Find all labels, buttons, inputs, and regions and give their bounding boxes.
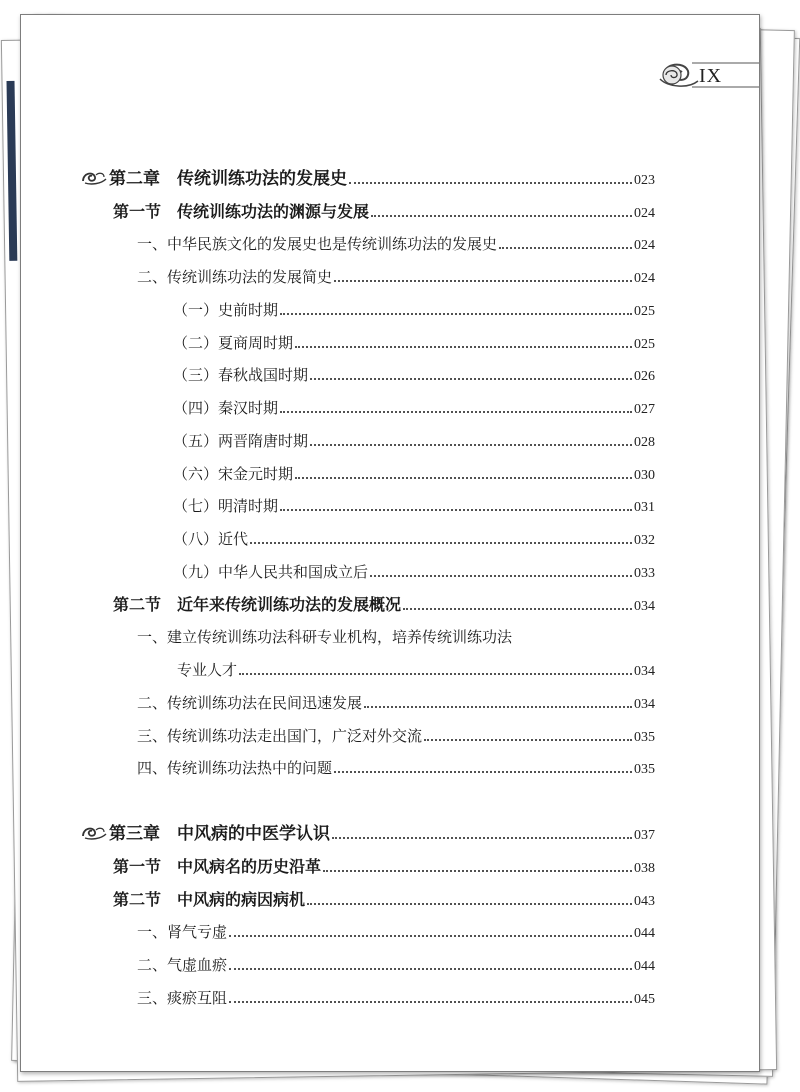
toc-entry-sub[interactable] (173, 492, 655, 516)
toc-entry-page-number: 038 (634, 861, 655, 876)
toc-entry-label: 一、肾气亏虚 (137, 923, 228, 941)
dot-leader (349, 181, 632, 184)
toc-entry-item[interactable] (137, 918, 655, 942)
dot-leader (280, 410, 632, 413)
toc-entry-page-number: 026 (634, 369, 655, 384)
dot-leader (332, 836, 632, 839)
toc-entry-item[interactable] (137, 263, 655, 287)
toc-entry-label: （八）近代 (173, 530, 249, 548)
dot-leader (229, 934, 632, 937)
toc-entry-page-number: 024 (634, 206, 655, 221)
toc-entry-page-number: 035 (634, 730, 655, 745)
book-page (20, 14, 760, 1072)
toc-entry-label-line2: 专业人才 (177, 661, 238, 679)
toc-entry-page-number: 035 (634, 762, 655, 777)
toc-entry-page-number: 034 (634, 664, 655, 679)
toc-entry-chapter[interactable] (109, 820, 655, 844)
toc-entry-page-number: 030 (634, 468, 655, 483)
dot-leader (334, 279, 632, 282)
dot-leader (371, 214, 632, 217)
dot-leader (310, 377, 632, 380)
toc-entry-sub[interactable] (173, 329, 655, 353)
toc-entry-section[interactable] (113, 886, 655, 910)
toc-entry-page-number: 044 (634, 959, 655, 974)
toc-entry-page-number: 034 (634, 697, 655, 712)
toc-entry-sub[interactable] (173, 361, 655, 385)
toc-entry-item[interactable] (137, 722, 655, 746)
toc-entry-label: 第一节 中风病名的历史沿革 (113, 857, 322, 876)
toc-entry-label: 第二节 中风病的病因病机 (113, 890, 306, 909)
toc-entry-page-number: 028 (634, 435, 655, 450)
dot-leader (239, 672, 632, 675)
toc-entry-sub[interactable] (173, 558, 655, 582)
toc-entry-sub[interactable] (173, 427, 655, 451)
toc-entry-label: （二）夏商周时期 (173, 334, 294, 352)
toc-entry-item-wrap[interactable] (177, 656, 655, 680)
toc-entry-item[interactable] (137, 230, 655, 254)
toc-entry-page-number: 025 (634, 337, 655, 352)
toc-entry-label: 二、气虚血瘀 (137, 956, 228, 974)
toc-entry-page-number: 025 (634, 304, 655, 319)
toc-entry-label: （三）春秋战国时期 (173, 366, 309, 384)
dot-leader (307, 902, 632, 905)
dot-leader (229, 1000, 632, 1003)
toc-entry-sub[interactable] (173, 394, 655, 418)
toc-entry-page-number: 034 (634, 599, 655, 614)
toc-entry-page-number: 044 (634, 926, 655, 941)
cloud-swirl-icon (81, 169, 107, 185)
toc-entry-page-number: 031 (634, 500, 655, 515)
toc-entry-label: 四、传统训练功法热中的问题 (137, 759, 333, 777)
toc-entry-page-number: 045 (634, 992, 655, 1007)
dot-leader (403, 607, 632, 610)
toc-entry-label: （一）史前时期 (173, 301, 279, 319)
dot-leader (250, 541, 632, 544)
toc-entry-page-number: 037 (634, 828, 655, 843)
toc-entry-section[interactable] (113, 198, 655, 222)
toc-entry-item[interactable] (137, 689, 655, 713)
toc-entry-sub[interactable] (173, 296, 655, 320)
toc-entry-label-line1: 一、建立传统训练功法科研专业机构，培养传统训练功法 (137, 628, 513, 646)
toc-entry-section[interactable] (113, 853, 655, 877)
toc-entry-label: 第二章 传统训练功法的发展史 (109, 169, 347, 189)
toc-entry-page-number: 027 (634, 402, 655, 417)
toc-entry-label: （七）明清时期 (173, 497, 279, 515)
dot-leader (370, 574, 632, 577)
dot-leader (229, 967, 632, 970)
toc-entry-page-number: 043 (634, 894, 655, 909)
dot-leader (323, 869, 632, 872)
dot-leader (334, 770, 632, 773)
dot-leader (310, 443, 632, 446)
dot-leader (499, 246, 632, 249)
toc-entry-label: （五）两晋隋唐时期 (173, 432, 309, 450)
toc-entry-item[interactable] (137, 951, 655, 975)
toc-entry-page-number: 023 (634, 173, 655, 188)
toc-entry-label: 第三章 中风病的中医学认识 (109, 824, 330, 844)
toc-entry-label: （六）宋金元时期 (173, 465, 294, 483)
toc-entry-label: 第一节 传统训练功法的渊源与发展 (113, 202, 370, 221)
dot-leader (424, 738, 632, 741)
toc-entry-label: 一、中华民族文化的发展史也是传统训练功法的发展史 (137, 235, 498, 253)
toc-entry-item[interactable] (137, 984, 655, 1008)
toc-entry-sub[interactable] (173, 525, 655, 549)
toc-entry-label: （九）中华人民共和国成立后 (173, 563, 369, 581)
toc-entry-item[interactable] (137, 754, 655, 778)
toc-entry-page-number: 032 (634, 533, 655, 548)
toc-entry-page-number: 024 (634, 271, 655, 286)
toc-entry-page-number: 033 (634, 566, 655, 581)
dot-leader (295, 476, 632, 479)
toc-entry-sub[interactable] (173, 460, 655, 484)
cloud-swirl-icon (81, 824, 107, 840)
dot-leader (364, 705, 632, 708)
toc-entry-page-number: 024 (634, 238, 655, 253)
toc-entry-label: 第二节 近年来传统训练功法的发展概况 (113, 595, 402, 614)
dot-leader (280, 312, 632, 315)
toc-entry-label: 三、传统训练功法走出国门，广泛对外交流 (137, 727, 423, 745)
toc-entry-label: （四）秦汉时期 (173, 399, 279, 417)
toc-entry-label: 二、传统训练功法的发展简史 (137, 268, 333, 286)
toc-entry-chapter[interactable] (109, 165, 655, 189)
toc-entry-label: 二、传统训练功法在民间迅速发展 (137, 694, 363, 712)
toc-entry-section[interactable] (113, 591, 655, 615)
dot-leader (280, 508, 632, 511)
toc-entry-label: 三、痰瘀互阻 (137, 989, 228, 1007)
page-number: IX (699, 65, 723, 87)
dot-leader (295, 345, 632, 348)
